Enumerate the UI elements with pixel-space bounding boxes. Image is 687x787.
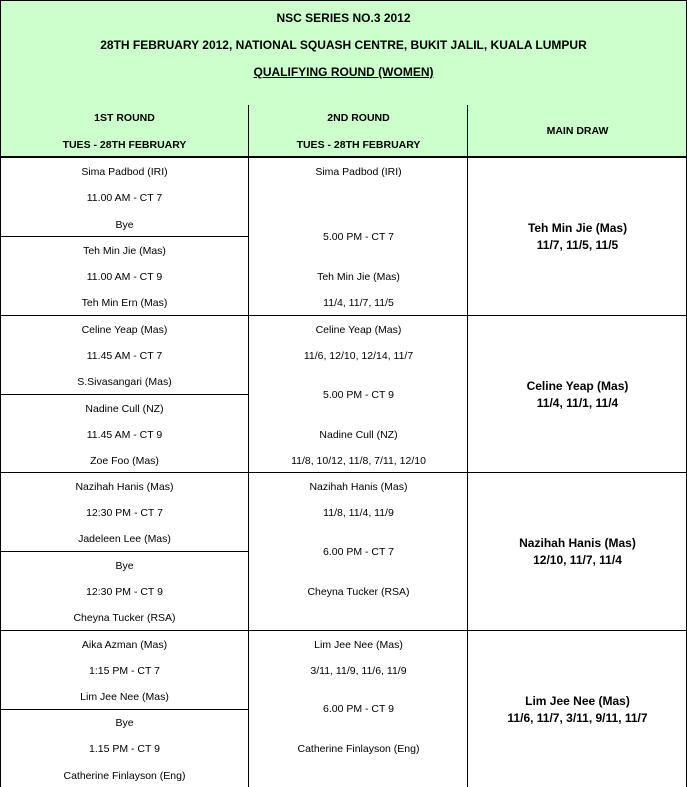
- r2-player: Catherine Finlayson (Eng): [297, 743, 420, 755]
- r2-player: Lim Jee Nee (Mas): [314, 639, 403, 651]
- r2-score: 11/8, 10/12, 11/8, 7/11, 12/10: [291, 455, 426, 467]
- main-draw-score: 11/6, 11/7, 3/11, 9/11, 11/7: [507, 711, 648, 725]
- grid-line: [0, 551, 249, 552]
- r1-player: Aika Azman (Mas): [81, 639, 168, 651]
- main-draw-score: 11/7, 11/5, 11/5: [536, 238, 619, 252]
- r2-score: 11/6, 12/10, 12/14, 11/7: [303, 350, 414, 362]
- r1-time: 11.00 AM - CT 9: [86, 271, 163, 283]
- r1-time: 12:30 PM - CT 9: [86, 586, 163, 598]
- r2-time: 5.00 PM - CT 9: [323, 389, 394, 401]
- col2-title: 2ND ROUND: [327, 112, 390, 124]
- r2-time: 6.00 PM - CT 7: [323, 546, 394, 558]
- r1-player: Cheyna Tucker (RSA): [73, 612, 176, 624]
- r1-player: Teh Min Ern (Mas): [81, 297, 168, 309]
- col2-date: TUES - 28TH FEBRUARY: [296, 139, 421, 151]
- round-name: QUALIFYING ROUND (WOMEN): [253, 65, 434, 79]
- r1-player: Teh Min Jie (Mas): [83, 245, 166, 257]
- r1-player: Nazihah Hanis (Mas): [75, 481, 174, 493]
- r1-time: 1.15 PM - CT 9: [89, 743, 160, 755]
- main-draw-winner: Celine Yeap (Mas): [526, 379, 629, 393]
- r1-player: Bye: [115, 560, 134, 572]
- tournament-header: [0, 0, 687, 106]
- r2-time: 5.00 PM - CT 7: [323, 231, 394, 243]
- r2-player: Nazihah Hanis (Mas): [309, 481, 408, 493]
- r1-player: Zoe Foo (Mas): [90, 455, 159, 467]
- col3-title: MAIN DRAW: [546, 125, 609, 137]
- r2-player: Celine Yeap (Mas): [315, 324, 402, 336]
- grid-line: [0, 236, 249, 237]
- r2-time: 6.00 PM - CT 9: [323, 703, 394, 715]
- r1-player: Jadeleen Lee (Mas): [78, 533, 171, 545]
- main-draw-winner: Teh Min Jie (Mas): [527, 221, 628, 235]
- main-draw-winner: Lim Jee Nee (Mas): [525, 694, 630, 708]
- r1-time: 11.45 AM - CT 9: [86, 429, 163, 441]
- r1-time: 11.00 AM - CT 7: [86, 192, 163, 204]
- r1-player: Lim Jee Nee (Mas): [80, 691, 169, 703]
- main-draw-winner: Nazihah Hanis (Mas): [519, 536, 636, 550]
- r1-player: Bye: [115, 717, 134, 729]
- r1-time: 1:15 PM - CT 7: [89, 665, 160, 677]
- round-name-wrap: [1, 65, 686, 79]
- r1-player: Bye: [115, 219, 134, 231]
- r1-player: Sima Padbod (IRI): [81, 166, 168, 178]
- col1-date: TUES - 28TH FEBRUARY: [62, 139, 187, 151]
- main-draw-score: 11/4, 11/1, 11/4: [536, 396, 619, 410]
- r2-player: Teh Min Jie (Mas): [317, 271, 400, 283]
- r1-player: Nadine Cull (NZ): [85, 403, 164, 415]
- grid-line: [248, 105, 249, 787]
- header-divider: [0, 156, 687, 158]
- grid-line: [0, 315, 687, 316]
- r1-player: Celine Yeap (Mas): [81, 324, 168, 336]
- tournament-subtitle: 28TH FEBRUARY 2012, NATIONAL SQUASH CENTRE, BUKIT JALIL, KUALA LUMPUR: [100, 38, 587, 52]
- col1-title: 1ST ROUND: [94, 112, 155, 124]
- grid-line: [467, 105, 468, 787]
- main-draw-score: 12/10, 11/7, 11/4: [533, 553, 622, 567]
- tournament-title: NSC SERIES NO.3 2012: [276, 11, 411, 25]
- r1-player: S.Sivasangari (Mas): [77, 376, 172, 388]
- r1-player: Catherine Finlayson (Eng): [63, 770, 186, 782]
- grid-line: [0, 709, 249, 710]
- r1-time: 11.45 AM - CT 7: [86, 350, 163, 362]
- r2-score: 11/8, 11/4, 11/9: [323, 507, 394, 519]
- r2-player: Sima Padbod (IRI): [315, 166, 402, 178]
- r2-player: Cheyna Tucker (RSA): [307, 586, 410, 598]
- grid-line: [0, 472, 687, 473]
- r2-player: Nadine Cull (NZ): [319, 429, 398, 441]
- r2-score: 11/4, 11/7, 11/5: [323, 297, 394, 309]
- r1-time: 12:30 PM - CT 7: [86, 507, 163, 519]
- grid-line: [0, 630, 687, 631]
- grid-line: [0, 394, 249, 395]
- r2-score: 3/11, 11/9, 11/6, 11/9: [310, 665, 407, 677]
- grid-line: [0, 105, 1, 787]
